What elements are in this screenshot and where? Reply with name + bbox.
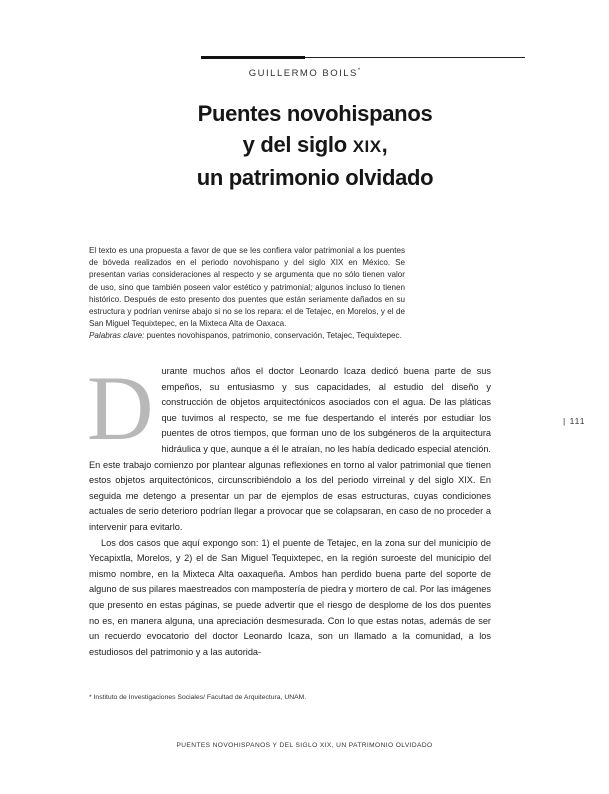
title-line-2	[120, 129, 510, 162]
keywords	[89, 330, 405, 342]
article-body	[87, 357, 491, 660]
keywords-list: puentes novohispanos, patrimonio, conservación, Tetajec, Tequixtepec.	[144, 331, 402, 341]
footnote: * Instituto de Investigaciones Sociales/ Facultad de Arquitectura, UNAM.	[89, 694, 307, 701]
paragraph-1-text: urante muchos años el doctor Leonardo Icaza dedicó buena parte de sus empeños, su entusiasmo y sus capacidades, al estudio del diseño y construcción de objetos arquitectónicos asociados con el agua. De las pláticas que tuvimos al respecto, se me fue despertando el interés por estudiar los puentes de otros tiempos, que forman uno de los subgéneros de la arquitectura hidráulica y que, aunque a él le atraían, no les había dedicado especial atención. En este trabajo comienzo por plantear algunas reflexiones en torno al valor patrimonial que tienen estos objetos arquitectónicos, circunscribiéndolo a los del periodo virreinal y del siglo XIX. En seguida me detengo a presentar un par de ejemplos de esas estructuras, cuyas condiciones actuales de serio deterioro podrían llegar a provocar que se colapsaran, en caso de no proceder a intervenir para evitarlo.	[89, 366, 491, 532]
title-line-1: Puentes novohispanos	[197, 101, 433, 126]
author-line	[0, 68, 609, 79]
title-line-3: un patrimonio olvidado	[196, 165, 434, 190]
keywords-label: Palabras clave:	[89, 331, 145, 341]
author-footnote-mark: *	[357, 68, 361, 74]
paragraph-1	[87, 357, 491, 536]
title-century: XIX	[352, 137, 382, 156]
article-title	[120, 98, 510, 193]
abstract	[89, 245, 405, 343]
abstract-text: El texto es una propuesta a favor de que se les confiera valor patrimonial a los puentes de bóveda realizados en el periodo novohispano y del siglo XIX en México. Se presentan varias consideraciones al respecto y se argumenta que no sólo tienen valor de uso, sino que también poseen valor estético y patrimonial; algunos incluso lo tienen histórico. Después de esto presento dos puentes que están seriamente dañados en su estructura y podrían venirse abajo si no se los repara: el de Tetajec, en Morelos, y el de San Miguel Tequixtepec, en la Mixteca Alta de Oaxaca.	[89, 246, 405, 329]
title-line-2-comma: ,	[381, 132, 388, 157]
header-rule-accent	[201, 56, 305, 59]
running-footer: PUENTES NOVOHISPANOS Y DEL SIGLO XIX, UN PATRIMONIO OLVIDADO	[176, 742, 433, 749]
author-name: GUILLERMO BOILS	[248, 68, 358, 80]
drop-cap: D	[87, 357, 154, 459]
page-number: | 111	[563, 416, 586, 426]
paragraph-2: Los dos casos que aquí expongo son: 1) el puente de Tetajec, en la zona sur del municipio de Yecapixtla, Morelos, y 2) el de San Miguel Tequixtepec, en la región suroeste del municipio del mismo nombre, en la Mixteca Alta oaxaqueña. Ambos han perdido buena parte del soporte de alguno de sus pilares maestreados con mampostería de piedra y mortero de cal. Por las imágenes que presento en estas páginas, se puede advertir que el riesgo de desplome de los dos puentes no es, en manera alguna, una apreciación desmesurada. Con lo que estas notas, además de ser un recuerdo evocatorio del doctor Leonardo Icaza, son un llamado a la comunidad, a los estudiosos del patrimonio y a las autorida-	[89, 537, 491, 657]
title-line-2-text: y del siglo	[242, 132, 353, 157]
